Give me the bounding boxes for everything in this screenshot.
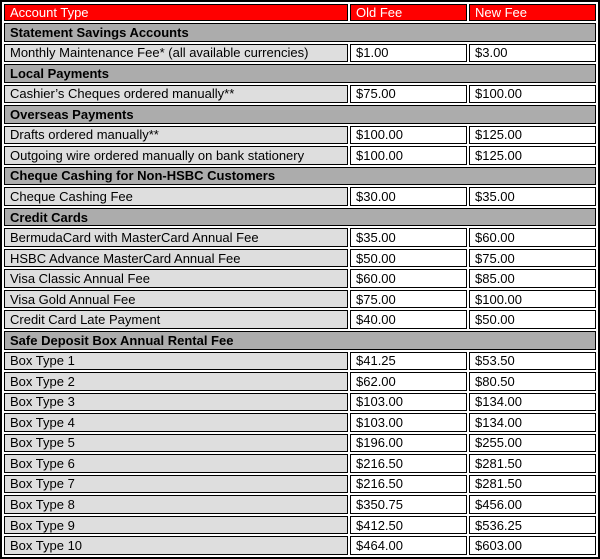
old-fee-value: $103.00: [350, 393, 467, 412]
old-fee-value: $35.00: [350, 228, 467, 247]
section-title: Overseas Payments: [4, 105, 596, 124]
old-fee-value: $40.00: [350, 310, 467, 329]
fee-row-label: Visa Gold Annual Fee: [4, 290, 348, 309]
section-header-row: [4, 208, 596, 227]
old-fee-value: $62.00: [350, 372, 467, 391]
fee-row-label: Visa Classic Annual Fee: [4, 269, 348, 288]
fee-row-label: Box Type 5: [4, 434, 348, 453]
old-fee-value: $412.50: [350, 516, 467, 535]
new-fee-value: $75.00: [469, 249, 596, 268]
fee-row-label: Box Type 8: [4, 495, 348, 514]
fee-row: [4, 372, 596, 391]
fee-row: [4, 310, 596, 329]
old-fee-value: $41.25: [350, 352, 467, 371]
section-title: Statement Savings Accounts: [4, 23, 596, 42]
old-fee-value: $100.00: [350, 146, 467, 165]
header-cell-new-fee: New Fee: [469, 4, 596, 21]
fee-row-label: Box Type 6: [4, 454, 348, 473]
fee-row-label: Box Type 4: [4, 413, 348, 432]
old-fee-value: $216.50: [350, 475, 467, 494]
fee-row: [4, 146, 596, 165]
fee-row: [4, 228, 596, 247]
new-fee-value: $50.00: [469, 310, 596, 329]
fee-row: [4, 454, 596, 473]
fee-row-label: Box Type 9: [4, 516, 348, 535]
new-fee-value: $281.50: [469, 454, 596, 473]
fee-row-label: BermudaCard with MasterCard Annual Fee: [4, 228, 348, 247]
fee-row: [4, 352, 596, 371]
fee-row-label: Drafts ordered manually**: [4, 126, 348, 145]
new-fee-value: $536.25: [469, 516, 596, 535]
fee-row: [4, 44, 596, 63]
fee-row-label: Box Type 7: [4, 475, 348, 494]
new-fee-value: $125.00: [469, 146, 596, 165]
fee-row-label: Box Type 2: [4, 372, 348, 391]
fee-row: [4, 126, 596, 145]
fee-row-label: Box Type 3: [4, 393, 348, 412]
old-fee-value: $50.00: [350, 249, 467, 268]
fee-row: [4, 290, 596, 309]
fee-row-label: Box Type 10: [4, 536, 348, 555]
fee-row-label: Credit Card Late Payment: [4, 310, 348, 329]
fee-row-label: Monthly Maintenance Fee* (all available currencies): [4, 44, 348, 63]
old-fee-value: $103.00: [350, 413, 467, 432]
fee-row: [4, 187, 596, 206]
fee-row: [4, 536, 596, 555]
new-fee-value: $85.00: [469, 269, 596, 288]
fee-row: [4, 434, 596, 453]
fee-row-label: Cheque Cashing Fee: [4, 187, 348, 206]
new-fee-value: $3.00: [469, 44, 596, 63]
fee-row: [4, 249, 596, 268]
section-title: Safe Deposit Box Annual Rental Fee: [4, 331, 596, 350]
fee-row-label: Cashier’s Cheques ordered manually**: [4, 85, 348, 104]
header-cell-old-fee: Old Fee: [350, 4, 467, 21]
section-header-row: [4, 167, 596, 186]
old-fee-value: $60.00: [350, 269, 467, 288]
new-fee-value: $255.00: [469, 434, 596, 453]
old-fee-value: $1.00: [350, 44, 467, 63]
fee-row: [4, 85, 596, 104]
old-fee-value: $75.00: [350, 85, 467, 104]
new-fee-value: $35.00: [469, 187, 596, 206]
header-cell-account-type: Account Type: [4, 4, 348, 21]
old-fee-value: $30.00: [350, 187, 467, 206]
section-header-row: [4, 105, 596, 124]
fee-row: [4, 393, 596, 412]
section-header-row: [4, 23, 596, 42]
new-fee-value: $60.00: [469, 228, 596, 247]
new-fee-value: $456.00: [469, 495, 596, 514]
new-fee-value: $134.00: [469, 393, 596, 412]
section-title: Cheque Cashing for Non-HSBC Customers: [4, 167, 596, 186]
fee-row-label: HSBC Advance MasterCard Annual Fee: [4, 249, 348, 268]
old-fee-value: $350.75: [350, 495, 467, 514]
new-fee-value: $100.00: [469, 290, 596, 309]
section-title: Local Payments: [4, 64, 596, 83]
new-fee-value: $125.00: [469, 126, 596, 145]
fee-row: [4, 413, 596, 432]
old-fee-value: $75.00: [350, 290, 467, 309]
fee-row-label: Outgoing wire ordered manually on bank stationery: [4, 146, 348, 165]
new-fee-value: $603.00: [469, 536, 596, 555]
old-fee-value: $196.00: [350, 434, 467, 453]
fee-row: [4, 475, 596, 494]
fee-row: [4, 269, 596, 288]
header-row: [4, 4, 596, 21]
old-fee-value: $464.00: [350, 536, 467, 555]
section-header-row: [4, 331, 596, 350]
fee-row: [4, 516, 596, 535]
section-header-row: [4, 64, 596, 83]
new-fee-value: $281.50: [469, 475, 596, 494]
fee-schedule-table: [2, 2, 598, 557]
new-fee-value: $100.00: [469, 85, 596, 104]
old-fee-value: $100.00: [350, 126, 467, 145]
fee-row-label: Box Type 1: [4, 352, 348, 371]
table-body: [4, 23, 596, 555]
new-fee-value: $53.50: [469, 352, 596, 371]
new-fee-value: $134.00: [469, 413, 596, 432]
old-fee-value: $216.50: [350, 454, 467, 473]
section-title: Credit Cards: [4, 208, 596, 227]
new-fee-value: $80.50: [469, 372, 596, 391]
fee-row: [4, 495, 596, 514]
